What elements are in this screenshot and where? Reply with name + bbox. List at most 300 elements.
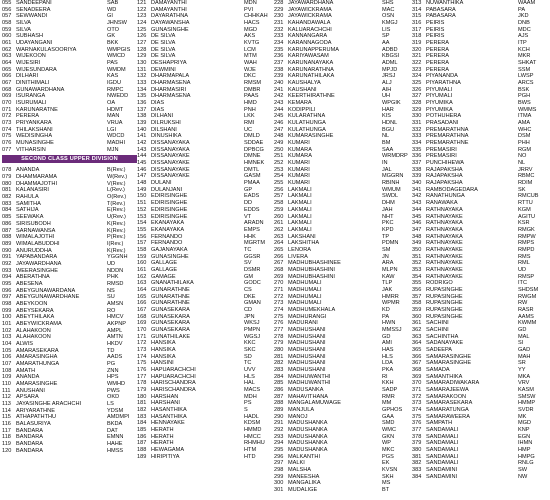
surname: DINUSHIKA xyxy=(151,133,182,140)
list-item xyxy=(2,361,137,368)
index-number: 069 xyxy=(2,93,12,100)
surname: KARANNAGODA xyxy=(288,40,332,47)
initials: WGSJ xyxy=(244,333,261,340)
initials: MKA xyxy=(518,373,531,380)
index-number: 179 xyxy=(137,386,147,393)
index-number: 158 xyxy=(137,246,147,253)
index-number: 348 xyxy=(412,233,422,240)
initials: MLPN xyxy=(382,266,398,273)
initials: UH xyxy=(382,93,391,100)
index-number: 091 xyxy=(2,254,12,261)
index-number: 293 xyxy=(274,433,284,440)
list-item xyxy=(2,281,137,288)
initials: HMNEK xyxy=(244,160,265,167)
surname: SACHINI xyxy=(426,326,449,333)
initials: RMR xyxy=(382,393,395,400)
initials: PMPN xyxy=(244,326,261,333)
surname: MAHAVITHANA xyxy=(288,393,328,400)
surname: DIAS xyxy=(151,106,165,113)
initials: MJN xyxy=(107,146,119,153)
index-number: 153 xyxy=(137,213,147,220)
list-item xyxy=(137,180,274,187)
index-number: 088 xyxy=(2,234,12,241)
list-item xyxy=(2,113,137,120)
surname: PREMASIRI xyxy=(426,146,457,153)
surname: RUPASINGHE xyxy=(426,300,463,307)
list-item xyxy=(274,207,412,214)
list-item xyxy=(2,348,137,355)
index-number: 228 xyxy=(274,0,284,6)
surname: MADHUMALI xyxy=(288,293,322,300)
surname: GUNASEKARA xyxy=(151,306,190,313)
surname: SILVA xyxy=(16,20,32,27)
initials: TLP xyxy=(382,280,393,287)
surname: RAJAPAKSHA xyxy=(426,173,463,180)
list-item xyxy=(137,420,274,427)
index-number: 101 xyxy=(2,320,12,327)
initials: RMSP xyxy=(518,273,535,280)
list-item xyxy=(412,447,548,454)
list-item xyxy=(412,120,548,127)
surname: AMARATHUNGA xyxy=(16,360,60,367)
index-number: 125 xyxy=(137,26,147,33)
index-number: 165 xyxy=(137,293,147,300)
list-item xyxy=(274,27,412,34)
surname: SAMARAKOON xyxy=(426,393,467,400)
index-number: 301 xyxy=(274,487,284,494)
surname: DAYARATHNA xyxy=(151,13,188,20)
index-number: 137 xyxy=(137,106,147,113)
list-item xyxy=(137,33,274,40)
list-item xyxy=(137,107,274,114)
index-number: 266 xyxy=(274,253,284,260)
index-number: 099 xyxy=(2,307,12,314)
list-item xyxy=(2,341,137,348)
index-number: 170 xyxy=(137,326,147,333)
list-item xyxy=(2,127,137,134)
index-number: 138 xyxy=(137,113,147,120)
list-item xyxy=(137,200,274,207)
list-item xyxy=(412,307,548,314)
initials: CS xyxy=(244,286,252,293)
list-item xyxy=(274,294,412,301)
initials: SHKAT xyxy=(518,60,537,67)
initials: EMNN xyxy=(107,434,124,441)
index-number: 262 xyxy=(274,226,284,233)
surname: APSARA xyxy=(16,394,39,401)
surname: GALLAGE xyxy=(151,266,178,273)
surname: MADUSANKA xyxy=(288,386,324,393)
initials: L(Rev.) xyxy=(107,187,125,194)
initials: SV xyxy=(244,260,252,267)
initials: RO xyxy=(107,307,116,314)
surname: PERERA xyxy=(426,53,450,60)
list-item xyxy=(412,167,548,174)
initials: SMSW xyxy=(518,393,536,400)
surname: RATHNAYAKE xyxy=(426,273,463,280)
surname: MADHUMALI xyxy=(288,280,322,287)
index-number: 120 xyxy=(2,447,12,454)
index-number: 121 xyxy=(137,0,147,6)
initials: MGD xyxy=(244,26,258,33)
index-number: 287 xyxy=(274,393,284,400)
index-number: 077 xyxy=(2,146,12,153)
surname: DIAS xyxy=(151,100,165,107)
index-number: 251 xyxy=(274,153,284,160)
initials: RML xyxy=(518,260,530,267)
surname: MALKANTHI xyxy=(288,453,321,460)
surname: MANEESHA xyxy=(288,473,320,480)
list-item xyxy=(274,447,412,454)
surname: PIYUMALI xyxy=(426,93,453,100)
list-item xyxy=(137,234,274,241)
index-number: 078 xyxy=(2,167,12,174)
index-number: 173 xyxy=(137,346,147,353)
index-number: 345 xyxy=(412,213,422,220)
initials: MDN xyxy=(244,0,257,6)
list-item xyxy=(137,153,274,160)
list-item xyxy=(412,234,548,241)
surname: RATHNAYAKE xyxy=(426,246,463,253)
initials: MPJD xyxy=(382,66,398,73)
surname: KUMARI xyxy=(288,180,310,187)
list-item xyxy=(2,33,137,40)
index-number: 143 xyxy=(137,146,147,153)
list-item xyxy=(412,427,548,434)
surname: SUBHASH xyxy=(16,33,44,40)
initials: LCM xyxy=(244,46,256,53)
surname: THILAKSHANI xyxy=(16,126,53,133)
initials: KKC xyxy=(244,340,256,347)
surname: BANDARA xyxy=(16,434,44,441)
index-number: 267 xyxy=(274,260,284,267)
surname: DHAMMAJOTHI xyxy=(16,180,58,187)
surname: SENADEERA xyxy=(16,6,51,13)
list-item xyxy=(274,200,412,207)
index-number: 356 xyxy=(412,286,422,293)
index-number: 133 xyxy=(137,80,147,87)
initials: YY xyxy=(518,366,526,373)
list-item xyxy=(2,394,137,401)
index-number: 375 xyxy=(412,413,422,420)
list-item xyxy=(274,427,412,434)
initials: RHMHU xyxy=(244,440,265,447)
list-item xyxy=(2,60,137,67)
list-item xyxy=(412,207,548,214)
initials: GM xyxy=(244,273,254,280)
index-number: 270 xyxy=(274,280,284,287)
index-number: 363 xyxy=(412,333,422,340)
initials: DMLD xyxy=(244,133,260,140)
initials: HKDV xyxy=(107,340,123,347)
surname: DHARMASENA xyxy=(151,93,191,100)
list-item xyxy=(412,80,548,87)
list-item xyxy=(2,67,137,74)
surname: MADURANI xyxy=(288,320,318,327)
index-number: 082 xyxy=(2,194,12,201)
surname: MADHUSHANI xyxy=(288,353,326,360)
list-item xyxy=(2,214,137,221)
index-number: 371 xyxy=(412,386,422,393)
initials: AMDMPI xyxy=(107,414,130,421)
initials: I(Rev.) xyxy=(107,240,124,247)
index-number: 328 xyxy=(412,100,422,107)
index-number: 131 xyxy=(137,66,147,73)
initials: HTM xyxy=(244,447,257,454)
initials: AKPNP xyxy=(107,320,126,327)
index-number: 095 xyxy=(2,280,12,287)
index-number: 116 xyxy=(2,420,11,427)
index-number: 063 xyxy=(2,53,12,60)
index-number: 359 xyxy=(412,306,422,313)
surname: WIJESUNDARA xyxy=(16,66,57,73)
index-number: 323 xyxy=(412,66,422,73)
initials: AMA xyxy=(518,120,531,127)
surname: JAYAWICKRAMA xyxy=(288,6,332,13)
initials: SI xyxy=(518,340,524,347)
surname: MADHUSHANI xyxy=(288,366,326,373)
index-number: 362 xyxy=(412,326,422,333)
index-number: 271 xyxy=(274,286,284,293)
initials: RMPC xyxy=(107,86,124,93)
index-number: 286 xyxy=(274,386,284,393)
surname: HARSHAN xyxy=(151,393,179,400)
list-item xyxy=(137,113,274,120)
surname: PERERA xyxy=(16,113,40,120)
index-number: 163 xyxy=(137,280,147,287)
index-number: 354 xyxy=(412,273,422,280)
surname: AMATH xyxy=(16,367,36,374)
initials: HWN xyxy=(382,320,396,327)
initials: KPD xyxy=(382,226,394,233)
initials: WPGIK xyxy=(382,100,401,107)
list-item xyxy=(2,0,137,7)
surname: NUWANTHIKA xyxy=(426,0,464,6)
list-item xyxy=(412,400,548,407)
surname: HERATH xyxy=(151,433,174,440)
initials: KKH xyxy=(382,380,394,387)
index-number: 257 xyxy=(274,193,284,200)
surname: KULATHUNGA xyxy=(288,120,326,127)
list-item xyxy=(137,193,274,200)
surname: SATHIJA xyxy=(16,207,39,214)
surname: MADHUBHASHINI xyxy=(288,273,335,280)
index-number: 340 xyxy=(412,180,422,187)
index-number: 343 xyxy=(412,200,422,207)
initials: SKC xyxy=(244,346,256,353)
initials: MGRTM xyxy=(244,240,266,247)
index-number: 089 xyxy=(2,240,12,247)
index-number: 229 xyxy=(274,6,284,13)
list-item xyxy=(412,100,548,107)
initials: JAL xyxy=(382,166,392,173)
surname: SAMANTHIKA xyxy=(426,373,463,380)
initials: GD xyxy=(518,326,527,333)
list-item xyxy=(412,87,548,94)
index-number: 278 xyxy=(274,333,284,340)
surname: RAJAPAKSHA xyxy=(426,166,463,173)
list-item xyxy=(412,327,548,334)
index-number: 108 xyxy=(2,367,12,374)
list-item xyxy=(2,133,137,140)
initials: GODC xyxy=(244,280,261,287)
initials: AJS xyxy=(518,33,529,40)
initials: WMDM xyxy=(107,66,126,73)
index-number: 141 xyxy=(137,133,147,140)
list-item xyxy=(274,254,412,261)
initials: EMPS xyxy=(244,226,260,233)
list-item xyxy=(137,147,274,154)
surname: RAJAPAKSHA xyxy=(426,180,463,187)
column-3 xyxy=(274,0,412,500)
surname: SAMITHA xyxy=(16,200,41,207)
index-number: 107 xyxy=(2,360,12,367)
list-item xyxy=(274,300,412,307)
surname: SANDAMINI xyxy=(426,467,458,474)
index-number: 185 xyxy=(137,427,147,433)
index-number: 187 xyxy=(137,440,147,447)
list-item xyxy=(2,174,137,181)
list-item xyxy=(412,67,548,74)
index-number: 317 xyxy=(412,26,422,33)
surname: RUPASINGHE xyxy=(426,286,463,293)
surname: PERERA xyxy=(426,46,450,53)
surname: KARUNATHILAKA xyxy=(288,73,335,80)
initials: OKD xyxy=(107,394,120,401)
index-number: 119 xyxy=(2,441,11,447)
initials: YDSM xyxy=(107,407,124,414)
list-item xyxy=(137,407,274,414)
surname: MADHUWANTHI xyxy=(288,380,331,387)
surname: DISSANAYAKE xyxy=(151,160,190,167)
initials: MAL xyxy=(518,333,530,340)
index-number: 351 xyxy=(412,253,422,260)
index-number: 092 xyxy=(2,260,12,267)
index-number: 174 xyxy=(137,353,147,360)
index-number: 175 xyxy=(137,360,147,367)
surname: KULARATHNA xyxy=(288,113,326,120)
initials: DPBCG xyxy=(244,146,264,153)
list-item xyxy=(412,300,548,307)
list-item xyxy=(137,380,274,387)
surname: LIVERA xyxy=(288,253,308,260)
surname: HERATH xyxy=(151,427,174,433)
initials: ARA xyxy=(382,260,394,267)
list-item xyxy=(2,13,137,20)
list-item xyxy=(274,53,412,60)
index-number: 353 xyxy=(412,266,422,273)
initials: RMSM xyxy=(244,80,262,87)
surname: ARIYARATHNE xyxy=(16,407,55,414)
list-item xyxy=(2,408,137,415)
initials: KAS xyxy=(107,73,119,80)
surname: WIJEKOON xyxy=(16,53,46,60)
list-item xyxy=(274,274,412,281)
index-number: 346 xyxy=(412,220,422,227)
index-number: 081 xyxy=(2,187,12,194)
index-number: 316 xyxy=(412,20,422,27)
initials: GAD xyxy=(518,346,531,353)
initials: NS xyxy=(107,287,115,294)
initials: MMSSJ xyxy=(382,326,402,333)
list-item xyxy=(2,194,137,201)
initials: PGS xyxy=(382,453,394,460)
list-item xyxy=(274,167,412,174)
surname: WIJESIRI xyxy=(16,60,41,67)
list-item xyxy=(412,0,548,7)
surname: KEMARA xyxy=(288,100,312,107)
list-item xyxy=(137,340,274,347)
surname: UDAYANGANI xyxy=(16,40,53,47)
index-number: 118 xyxy=(2,434,11,441)
surname: PERERA xyxy=(426,40,450,47)
surname: HANSINI xyxy=(151,360,174,367)
initials: DHM xyxy=(382,200,395,207)
initials: DMTL xyxy=(244,166,260,173)
index-number: 235 xyxy=(274,46,284,53)
surname: DHARMASIRI xyxy=(151,86,187,93)
index-number: 062 xyxy=(2,46,12,53)
list-item xyxy=(274,267,412,274)
index-number: 156 xyxy=(137,233,147,240)
surname: DILSHANI xyxy=(151,126,177,133)
initials: HTD xyxy=(244,453,256,460)
initials: EDDS xyxy=(244,206,260,213)
index-number: 144 xyxy=(137,153,147,160)
initials: DNB xyxy=(518,20,530,27)
index-number: 105 xyxy=(2,347,12,354)
initials: AKS xyxy=(244,33,256,40)
surname: DINITHIMALI xyxy=(16,80,50,87)
initials: RTTU xyxy=(518,200,533,207)
surname: KUMARA xyxy=(288,146,312,153)
initials: MM xyxy=(382,400,392,407)
index-number: 321 xyxy=(412,53,422,60)
initials: DAT xyxy=(107,427,118,434)
index-number: 055 xyxy=(2,0,12,6)
initials: LIS xyxy=(382,26,391,33)
initials: CD xyxy=(244,306,253,313)
index-number: 254 xyxy=(274,173,284,180)
initials: W(Rev.) xyxy=(107,174,128,181)
surname: ANANDA xyxy=(16,374,40,381)
initials: EADS xyxy=(244,193,260,200)
surname: BANDARA xyxy=(16,427,44,434)
initials: PS xyxy=(244,400,252,407)
list-item xyxy=(2,301,137,308)
index-number: 059 xyxy=(2,26,12,33)
initials: PMAA xyxy=(244,180,260,187)
initials: KASM xyxy=(518,386,534,393)
index-number: 147 xyxy=(137,173,147,180)
index-number: 364 xyxy=(412,340,422,347)
surname: KARUNANAYAKA xyxy=(288,60,334,67)
initials: AAMS xyxy=(518,313,534,320)
index-number: 164 xyxy=(137,286,147,293)
list-item xyxy=(2,261,137,268)
surname: KARUNARATNE xyxy=(16,106,58,113)
initials: KVSN xyxy=(382,467,398,474)
surname: SANDAMALI xyxy=(426,453,459,460)
surname: GNANATHILAKA xyxy=(151,280,194,287)
initials: RMPS xyxy=(518,240,535,247)
initials: WD xyxy=(107,6,117,13)
index-number: 083 xyxy=(2,200,12,207)
surname: KAUSHANI xyxy=(288,86,317,93)
index-number: 117 xyxy=(2,427,11,434)
list-item xyxy=(274,13,412,20)
initials: KBGSI xyxy=(382,53,400,60)
